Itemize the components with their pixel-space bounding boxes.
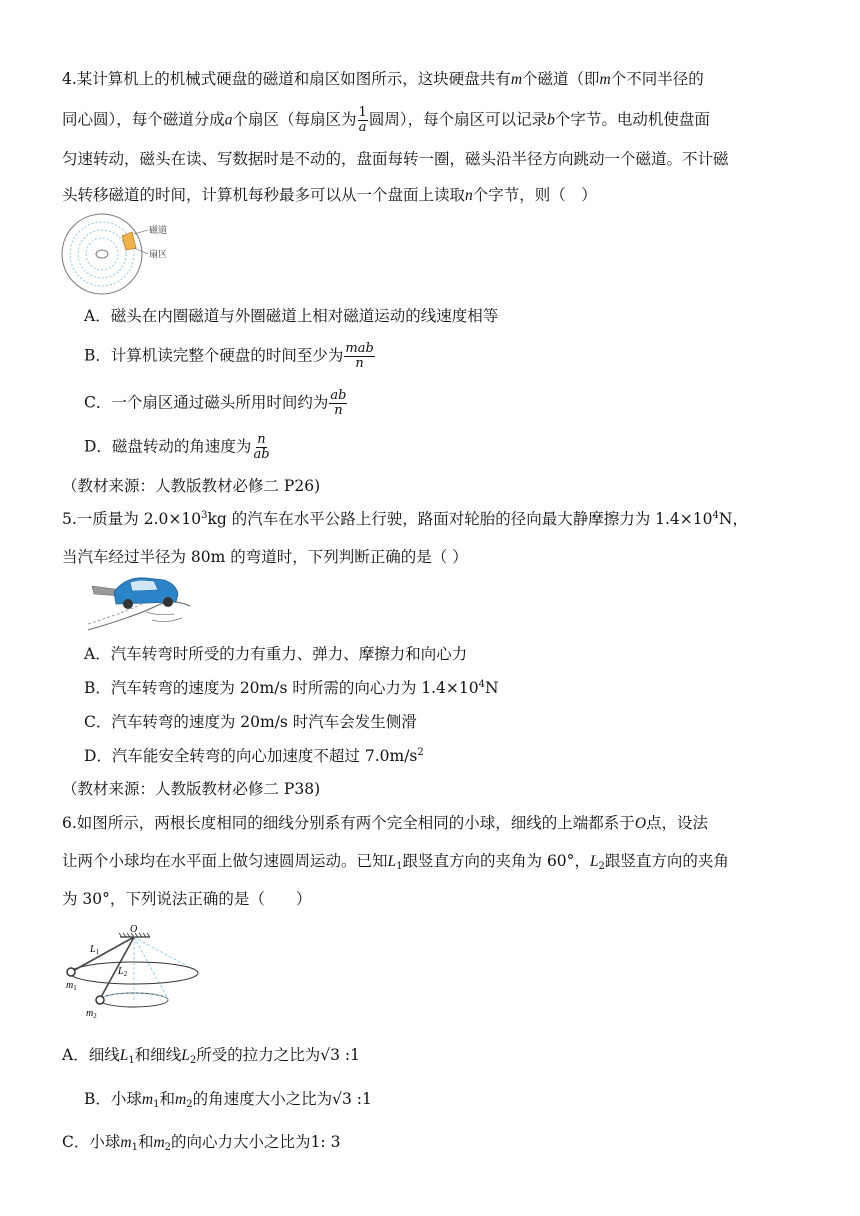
q5-option-b: B．汽车转弯的速度为 20m/s 时所需的向心力为 $1.4\times 10^4N$ [84,679,499,697]
q4-number: 4. [62,70,77,88]
sector-label: 扇区 [149,250,168,260]
hard-disk-figure [60,212,190,296]
q5-number: 5. [62,510,77,528]
q5-line-1: 5.一质量为 $2.0\times 10^3kg$ 的汽车在水平公路上行驶，路面对轮胎的径向最大静摩擦力为 $1.4\times 10^4N$， [62,510,748,528]
q5-option-a: A．汽车转弯时所受的力有重力、弹力、摩擦力和向心力 [84,645,468,663]
car-turning-figure [86,566,196,632]
m1-label: $m_1$ [66,980,77,992]
q5-source: （教材来源：人教版教材必修二 P38) [62,780,321,798]
q4-line-3: 匀速转动，磁头在读、写数据时是不动的，盘面每转一圈，磁头沿半径方向跳动一个磁道。不计磁 [62,150,729,168]
m2-label: $m_2$ [86,1008,97,1020]
q4-line-4: 头转移磁道的时间，计算机每秒最多可以从一个盘面上读取n个字节，则（ ） [62,186,597,204]
q6-number: 6. [62,814,77,832]
conical-pendulum-figure [62,920,204,1022]
q6-option-c: C．小球$m_1$和$m_2$的向心力大小之比为1: 3 [62,1133,341,1153]
q4-line-1: 4.某计算机上的机械式硬盘的磁道和扇区如图所示，这块硬盘共有m个磁道（即m个不同半径的 [62,70,704,88]
q5-line-2: 当汽车经过半径为 80m 的弯道时，下列判断正确的是（ ） [62,548,468,566]
q4-option-d: D．磁盘转动的角速度为 $\frac{n}{ab}$ [84,432,270,462]
track-label: 磁道 [149,226,168,236]
q4-option-b: B．计算机读完整个硬盘的时间至少为 $\frac{\text{mab}}{n}$ [84,341,374,371]
q4-option-c: C．一个扇区通过磁头所用时间约为 $\frac{ab}{n}$ [84,388,347,418]
q4-source: （教材来源：人教版教材必修二 P26) [62,477,321,495]
q6-option-b: B．小球$m_1$和$m_2$的角速度大小之比为√3 :1 [84,1090,372,1110]
q6-option-a: A．细线$L_1$和细线$L_2$所受的拉力之比为√3 :1 [62,1046,360,1066]
q6-line-2: 让两个小球均在水平面上做匀速圆周运动。已知$L_1$跟竖直方向的夹角为 60°，$L_2$跟竖直方向的夹角 [62,852,729,872]
l1-label: $L_1$ [90,944,100,956]
q4-sector-fraction: $\frac{1}{a}$ [358,105,367,135]
q5-option-d: D．汽车能安全转弯的向心加速度不超过 $7.0m/s^2$ [84,747,424,765]
q5-option-c: C．汽车转弯的速度为 20m/s 时汽车会发生侧滑 [84,713,417,731]
q4-option-a: A．磁头在内圈磁道与外圈磁道上相对磁道运动的线速度相等 [84,307,499,325]
q6-line-1: 6.如图所示，两根长度相同的细线分别系有两个完全相同的小球，细线的上端都系于O点，设法 [62,814,709,832]
l2-label: $L_2$ [118,966,128,978]
q6-line-3: 为 30°，下列说法正确的是（ ） [62,890,312,908]
q4-line-2: 同心圆），每个磁道分成a个扇区（每扇区为 $\frac{1}{a}$ 圆周），每个扇区可以记录b个字节。电动机使盘面 [62,105,710,135]
point-o-label: O [130,924,138,935]
